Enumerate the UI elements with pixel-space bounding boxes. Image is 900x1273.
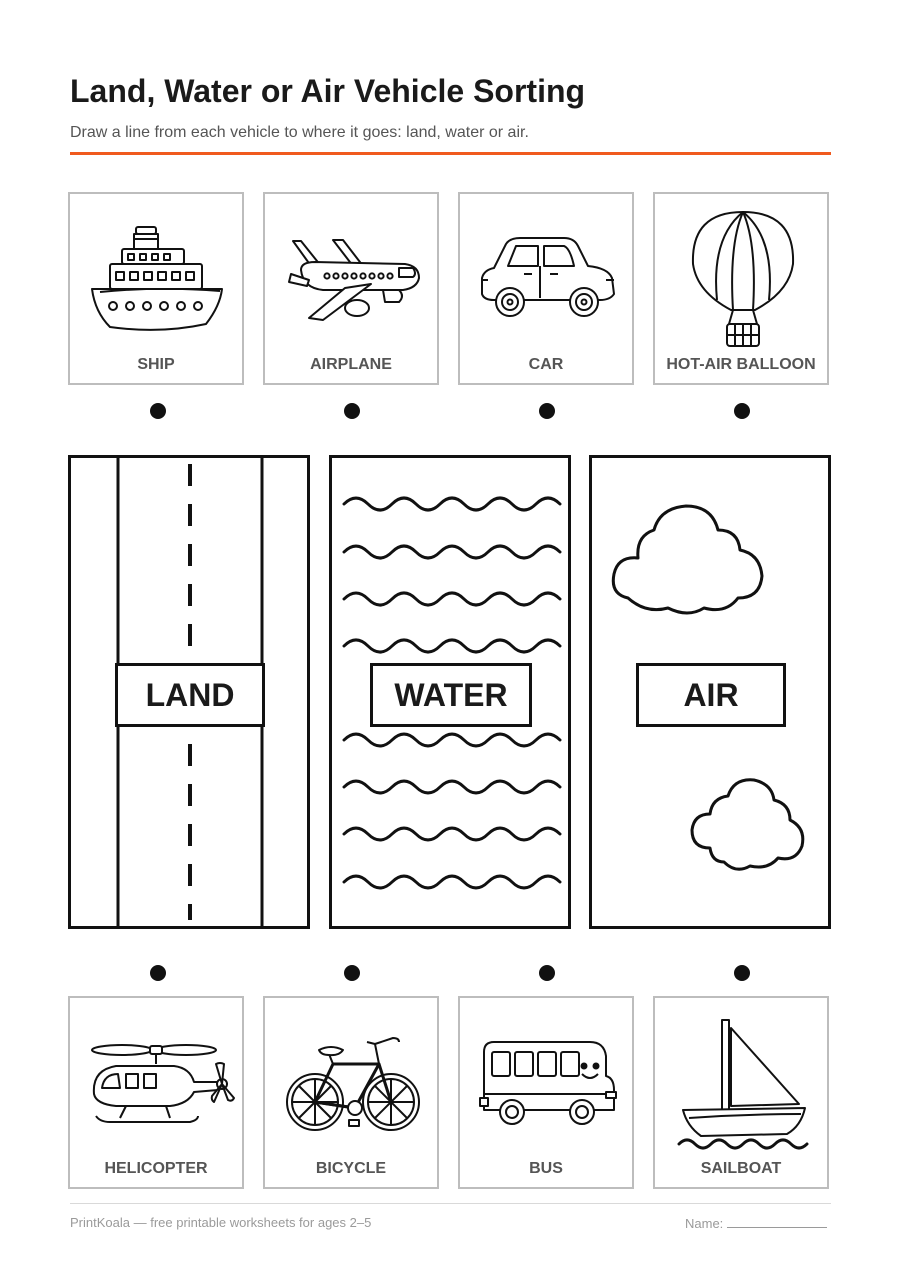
ship-icon — [70, 194, 246, 354]
sailboat-icon — [655, 998, 831, 1158]
instructions: Draw a line from each vehicle to where it goes: land, water or air. — [70, 124, 529, 141]
vehicle-card-airplane — [263, 192, 439, 385]
bicycle-icon — [265, 998, 441, 1158]
footer-divider — [70, 1203, 831, 1204]
name-field[interactable] — [685, 1215, 827, 1231]
header-divider — [70, 152, 831, 155]
connect-dot-bus[interactable] — [539, 965, 555, 981]
vehicle-card-car — [458, 192, 634, 385]
vehicle-label: BICYCLE — [315, 1160, 387, 1177]
zone-land — [68, 455, 310, 929]
vehicle-label: BUS — [529, 1160, 563, 1177]
helicopter-icon — [70, 998, 246, 1158]
connect-dot-bicycle[interactable] — [344, 965, 360, 981]
connect-dot-helicopter[interactable] — [150, 965, 166, 981]
vehicle-label: CAR — [528, 356, 564, 373]
vehicle-label: SAILBOAT — [700, 1160, 782, 1177]
vehicle-label: SHIP — [137, 356, 175, 373]
vehicle-card-ship — [68, 192, 244, 385]
page-title: Land, Water or Air Vehicle Sorting — [70, 73, 586, 109]
vehicle-label: HOT-AIR BALLOON — [666, 356, 816, 373]
bus-icon — [460, 998, 636, 1158]
zone-label-water: WATER — [370, 663, 532, 727]
vehicle-label: HELICOPTER — [104, 1160, 208, 1177]
airplane-icon — [265, 194, 441, 354]
vehicle-label: AIRPLANE — [310, 356, 392, 373]
vehicle-card-bicycle — [263, 996, 439, 1189]
vehicle-card-sailboat — [653, 996, 829, 1189]
hot-air-balloon-icon — [655, 194, 831, 354]
zone-air — [589, 455, 831, 929]
connect-dot-airplane[interactable] — [344, 403, 360, 419]
vehicle-card-bus — [458, 996, 634, 1189]
vehicle-card-hot-air-balloon — [653, 192, 829, 385]
car-icon — [460, 194, 636, 354]
connect-dot-sailboat[interactable] — [734, 965, 750, 981]
footer-credit: PrintKoala — free printable worksheets for ages 2–5 — [70, 1215, 372, 1230]
zone-label-land: LAND — [115, 663, 265, 727]
name-blank-line[interactable] — [727, 1215, 827, 1228]
connect-dot-car[interactable] — [539, 403, 555, 419]
connect-dot-hot-air-balloon[interactable] — [734, 403, 750, 419]
zone-water — [329, 455, 571, 929]
zone-label-air: AIR — [636, 663, 786, 727]
name-label: Name: — [685, 1216, 724, 1231]
vehicle-card-helicopter — [68, 996, 244, 1189]
connect-dot-ship[interactable] — [150, 403, 166, 419]
